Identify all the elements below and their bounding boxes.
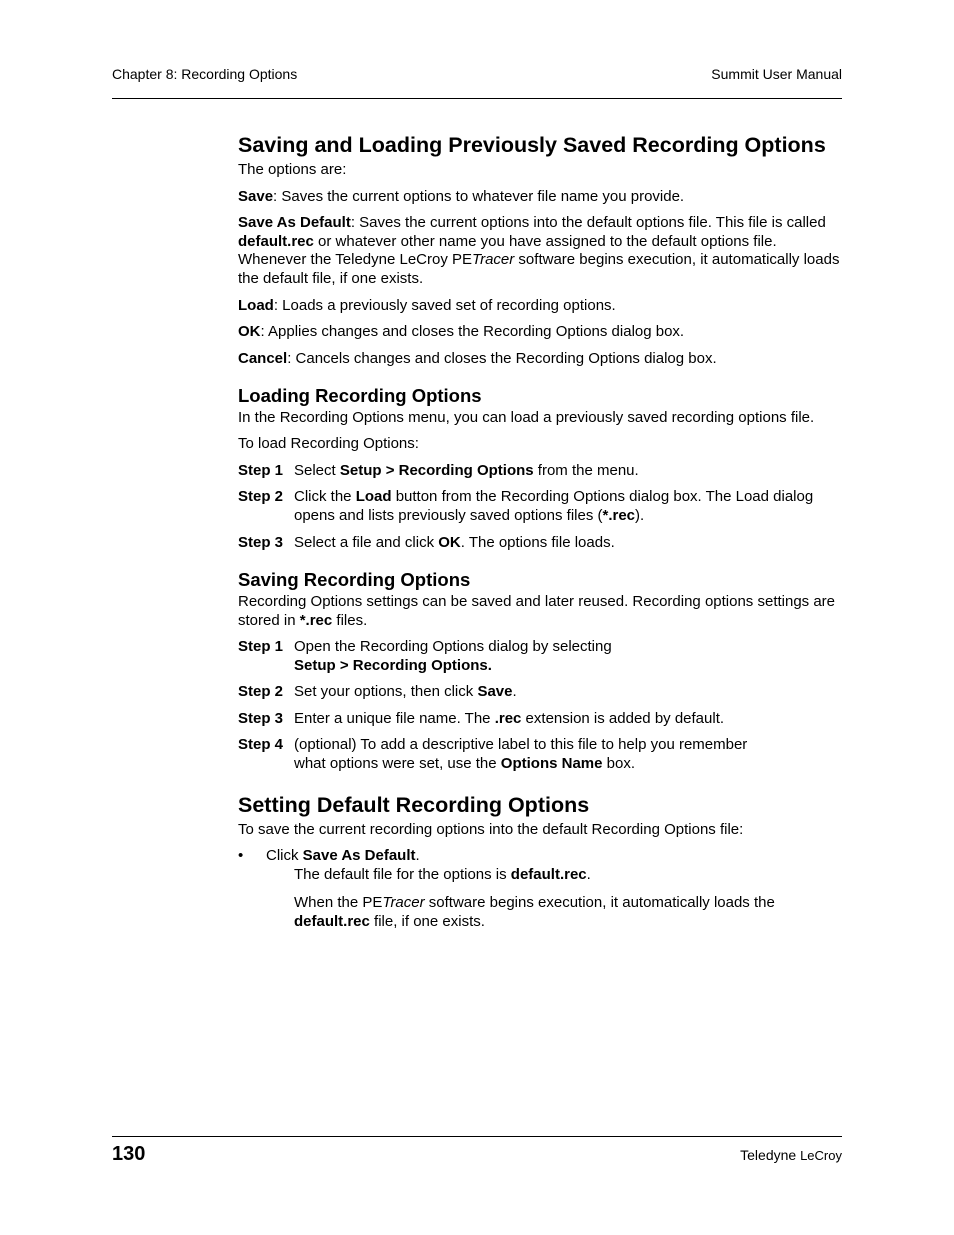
loading-intro: In the Recording Options menu, you can load a previously saved recording options file. bbox=[238, 409, 815, 426]
running-header-manual: Summit User Manual bbox=[711, 66, 842, 82]
step-number: Step 2 bbox=[238, 683, 284, 700]
option-term: OK bbox=[238, 323, 261, 340]
option-save: Save: Saves the current options to whatever file name you provide. bbox=[238, 188, 685, 205]
step-number: Step 3 bbox=[238, 534, 284, 551]
saving-step-4: Step 4 (optional) To add a descriptive label to this file to help you remember what options were set, use the Options Name box. bbox=[238, 736, 748, 772]
saving-step-3: Step 3 Enter a unique file name. The .rec extension is added by default. bbox=[238, 710, 725, 727]
option-term: Save bbox=[238, 188, 274, 205]
loading-step-1: Step 1 Select Setup > Recording Options from the menu. bbox=[238, 462, 639, 479]
footer-divider bbox=[112, 1136, 842, 1137]
bullet-marker: • bbox=[238, 847, 244, 864]
option-term: Load bbox=[238, 297, 274, 314]
saving-intro: Recording Options settings can be saved and later reused. Recording options settings are stored in *.rec files. bbox=[238, 593, 836, 629]
header-divider bbox=[112, 98, 842, 99]
footer-company: Teledyne LeCroy bbox=[740, 1147, 842, 1163]
option-ok: OK: Applies changes and closes the Recording Options dialog box. bbox=[238, 323, 685, 340]
section-title-loading: Loading Recording Options bbox=[238, 385, 482, 406]
step-number: Step 4 bbox=[238, 736, 284, 753]
running-header-chapter: Chapter 8: Recording Options bbox=[112, 66, 298, 82]
loading-lead: To load Recording Options: bbox=[238, 435, 419, 452]
loading-step-2: Step 2 Click the Load button from the Recording Options dialog box. The Load dialog opens and lists previously saved options files (*.rec). bbox=[238, 488, 814, 524]
auto-load-note: When the PETracer software begins execution, it automatically loads the default.rec file, if one exists. bbox=[294, 894, 775, 930]
option-term: Cancel bbox=[238, 350, 288, 367]
saving-step-2: Step 2 Set your options, then click Save. bbox=[238, 683, 517, 700]
default-file-note: The default file for the options is default.rec. bbox=[294, 866, 591, 883]
option-term: Save As Default bbox=[238, 214, 351, 231]
step-number: Step 1 bbox=[238, 638, 284, 655]
loading-step-3: Step 3 Select a file and click OK. The options file loads. bbox=[238, 534, 615, 551]
option-load: Load: Loads a previously saved set of recording options. bbox=[238, 297, 616, 314]
option-save-as-default: Save As Default: Saves the current options into the default options file. This file is called default.rec or whatever other name you have assigned to the default options file. Whenever the Teledyne LeCroy PETracer software begins execution, it automatically loads the default file, if one exists. bbox=[238, 214, 840, 287]
step-number: Step 2 bbox=[238, 488, 284, 505]
step-number: Step 3 bbox=[238, 710, 284, 727]
bullet-item: • Click Save As Default. bbox=[238, 847, 420, 864]
saving-step-1: Step 1 Open the Recording Options dialog by selecting Setup > Recording Options. bbox=[238, 638, 612, 674]
options-intro: The options are: bbox=[238, 161, 347, 178]
section-title-setting-default: Setting Default Recording Options bbox=[238, 793, 590, 817]
section-title-saving-loading: Saving and Loading Previously Saved Recording Options bbox=[238, 133, 826, 157]
page-number: 130 bbox=[112, 1143, 146, 1165]
step-number: Step 1 bbox=[238, 462, 284, 479]
option-cancel: Cancel: Cancels changes and closes the Recording Options dialog box. bbox=[238, 350, 717, 367]
section-title-saving: Saving Recording Options bbox=[238, 569, 471, 590]
setting-default-intro: To save the current recording options into the default Recording Options file: bbox=[238, 821, 744, 838]
